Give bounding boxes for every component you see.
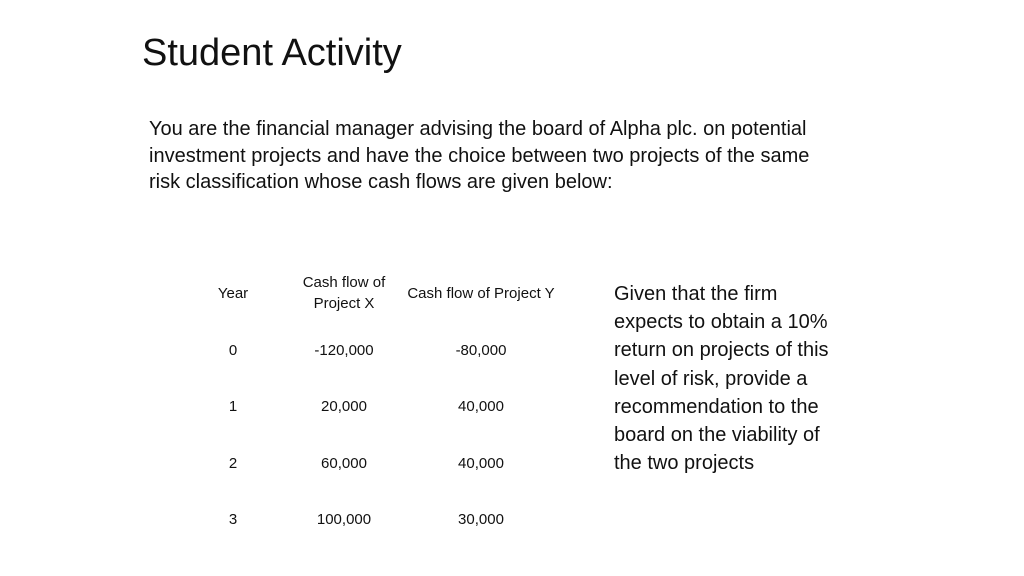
header-project-y: Cash flow of Project Y — [407, 284, 555, 302]
cell-year: 0 — [228, 341, 238, 359]
cell-project-y: -80,000 — [455, 341, 507, 359]
cell-project-y: 40,000 — [458, 398, 504, 416]
cell-year: 1 — [228, 398, 238, 416]
cell-year: 2 — [228, 454, 238, 472]
intro-paragraph: You are the financial manager advising the board of Alpha plc. on potential investment projects and have the choice between two projects of the same risk classification whose cash flows are given below: — [149, 118, 810, 193]
cell-project-x: 60,000 — [321, 454, 367, 472]
header-year: Year — [217, 284, 249, 302]
table-row — [178, 379, 562, 436]
table-row — [178, 322, 562, 379]
table-row — [178, 492, 562, 549]
table-header-row — [178, 264, 562, 322]
cell-project-y: 30,000 — [458, 511, 504, 529]
cell-project-x: 100,000 — [316, 511, 372, 529]
slide-title: Student Activity — [142, 32, 402, 74]
header-project-x: Cash flow of Project X — [302, 274, 386, 312]
task-instruction: Given that the firm expects to obtain a 10% return on projects of this level of risk, provide a recommendation to the board on the viability of the two projects — [614, 283, 829, 475]
table-row — [178, 435, 562, 492]
cash-flow-table — [178, 264, 562, 548]
cell-project-x: -120,000 — [314, 341, 374, 359]
cell-project-x: 20,000 — [321, 398, 367, 416]
cell-project-y: 40,000 — [458, 454, 504, 472]
cell-year: 3 — [228, 511, 238, 529]
